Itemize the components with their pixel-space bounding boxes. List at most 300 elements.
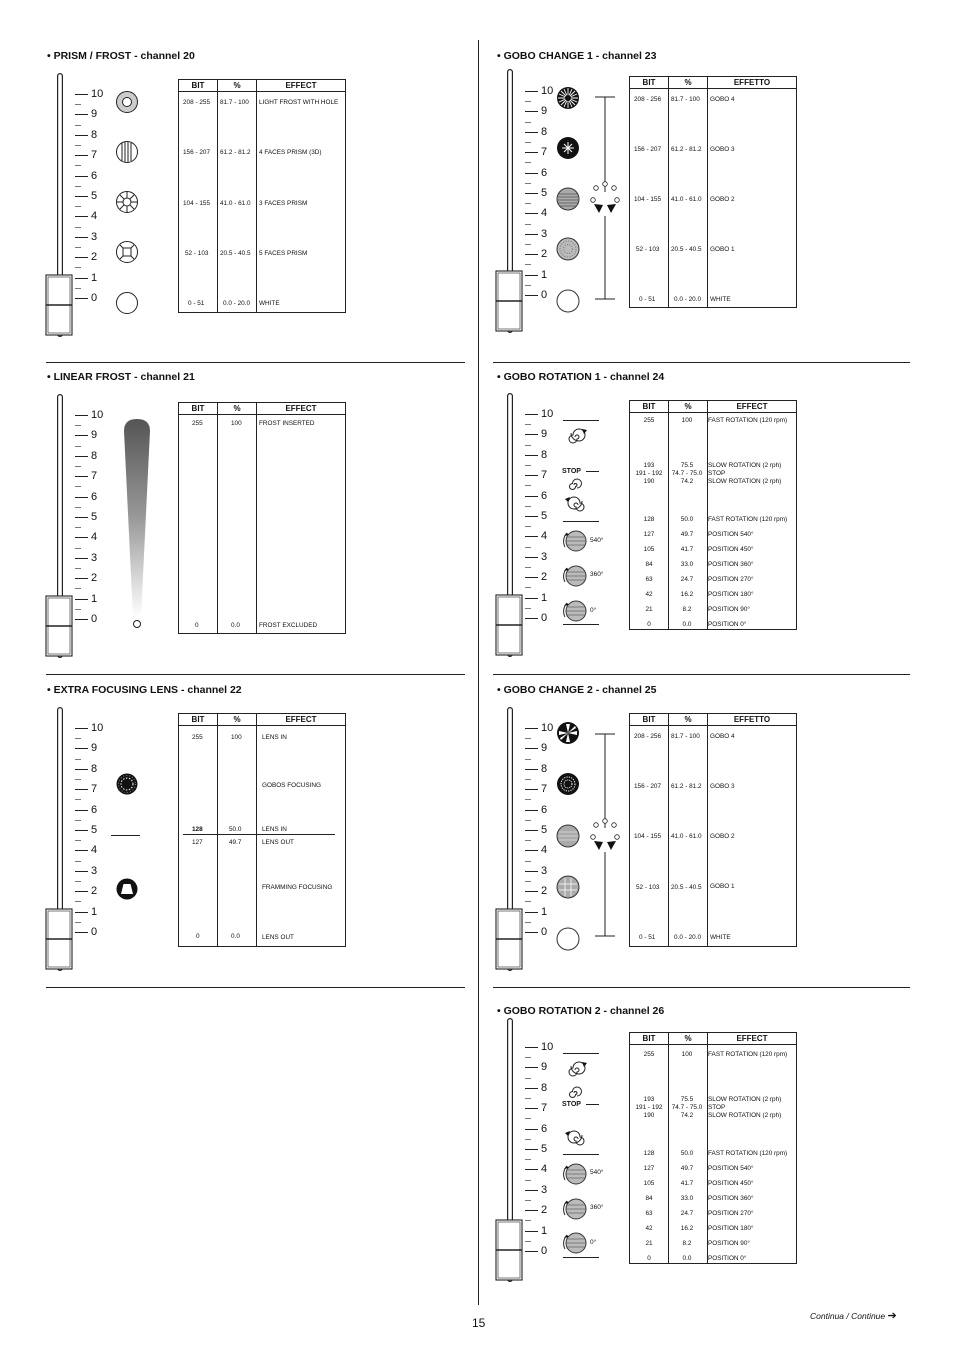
- scale-tick: [525, 557, 538, 558]
- section-gobo-rotation-2: [497, 1005, 917, 1305]
- scale-tick: [525, 850, 538, 851]
- bit-cell: 193: [643, 1096, 655, 1103]
- effect-cell: FROST EXCLUDED: [259, 622, 318, 629]
- scale-tick: [75, 278, 88, 279]
- percent-cell: 74.7 - 75.0: [671, 1104, 703, 1111]
- angle-label: 0°: [590, 607, 597, 614]
- percent-cell: 50.0: [229, 826, 242, 833]
- position-540-icon: [561, 527, 589, 553]
- effect-cell: LENS IN: [262, 826, 287, 833]
- scale-tick: [75, 558, 88, 559]
- scale-tick: [525, 1047, 538, 1048]
- scale-minor-tick: [525, 1200, 531, 1201]
- fader-slider[interactable]: [43, 393, 77, 665]
- slow-rotation-spiral-icon: [566, 1085, 582, 1101]
- effect-cell: FAST ROTATION (120 rpm): [708, 417, 788, 424]
- scale-number: 0: [91, 292, 98, 304]
- bit-cell: 191 - 192: [635, 1104, 663, 1111]
- percent-cell: 0.0: [231, 622, 240, 629]
- scale-number: 3: [91, 230, 98, 243]
- header-effect: EFFECT: [257, 80, 346, 92]
- scale-number: 0: [91, 926, 98, 938]
- effect-cell: POSITION 540°: [708, 531, 754, 538]
- effect-cell: GOBO 1: [710, 883, 735, 890]
- scale-number: 9: [541, 105, 548, 118]
- scale-tick: [75, 871, 88, 872]
- bit-cell: 21: [645, 1240, 653, 1247]
- dmx-table: [178, 79, 346, 313]
- percent-cell: 50.0: [680, 516, 694, 523]
- scale-minor-tick: [75, 466, 81, 467]
- bit-cell: 84: [645, 1195, 653, 1202]
- percent-cell: 50.0: [680, 1150, 694, 1157]
- scale-minor-tick: [525, 1220, 531, 1221]
- scale-tick: [525, 516, 538, 517]
- bit-cell: 84: [645, 561, 653, 568]
- effect-cell: POSITION 540°: [708, 1165, 754, 1172]
- scale-number: 0: [541, 926, 548, 938]
- scale-tick: [525, 618, 538, 619]
- range-line: [586, 471, 599, 472]
- scale-tick: [525, 1067, 538, 1068]
- scale-number: 3: [541, 1183, 548, 1196]
- scale-number: 0: [541, 289, 548, 301]
- 3-faces-prism-icon: [115, 190, 139, 214]
- section-title: • EXTRA FOCUSING LENS - channel 22: [47, 684, 242, 696]
- scale-tick: [75, 176, 88, 177]
- percent-cell: 41.0 - 61.0: [671, 196, 702, 203]
- bit-cell: 255: [192, 420, 203, 427]
- scale-minor-tick: [525, 820, 531, 821]
- scale-number: 8: [91, 762, 98, 775]
- scale-minor-tick: [75, 247, 81, 248]
- scale-tick: [75, 476, 88, 477]
- bit-cell: 21: [645, 606, 653, 613]
- scale-number: 0: [541, 1245, 548, 1257]
- scale-minor-tick: [525, 506, 531, 507]
- scale-tick: [525, 132, 538, 133]
- effect-cell: FRAMMING FOCUSING: [262, 884, 333, 891]
- scale-tick: [525, 152, 538, 153]
- scale-number: 5: [541, 824, 548, 836]
- gobo-wheel-arrows-icon: [589, 92, 623, 304]
- scale-number: 2: [91, 885, 98, 898]
- scale-number: 4: [91, 210, 98, 223]
- scale-number: 7: [541, 1102, 548, 1115]
- scale-tick: [75, 135, 88, 136]
- scale-tick: [525, 193, 538, 194]
- scale-tick: [525, 810, 538, 811]
- header-effetto: EFFETTO: [708, 77, 797, 89]
- scale-minor-tick: [75, 227, 81, 228]
- scale-minor-tick: [525, 445, 531, 446]
- percent-cell: 24.7: [680, 1210, 694, 1217]
- fader-slider[interactable]: [493, 706, 527, 978]
- scale-tick: [525, 1190, 538, 1191]
- gobos-focusing-icon: [115, 772, 139, 796]
- column-divider: [478, 40, 479, 1305]
- range-line: [563, 1053, 599, 1054]
- scale-tick: [75, 435, 88, 436]
- percent-cell: 0.0: [682, 1255, 692, 1262]
- scale-tick: [75, 578, 88, 579]
- percent-cell: 0.0 - 20.0: [674, 934, 702, 941]
- percent-cell: 0.0: [682, 621, 692, 628]
- angle-label: 540°: [590, 1169, 604, 1176]
- scale-tick: [525, 434, 538, 435]
- scale-number: 1: [541, 905, 548, 918]
- percent-cell: 61.2 - 81.2: [671, 783, 702, 790]
- scale-tick: [525, 111, 538, 112]
- bit-cell: 127: [643, 1165, 655, 1172]
- scale-number: 8: [91, 449, 98, 462]
- effect-cell: POSITION 450°: [708, 1180, 754, 1187]
- scale-number: 5: [91, 824, 98, 836]
- scale-number: 3: [541, 550, 548, 563]
- scale-tick: [525, 912, 538, 913]
- bit-cell: 208 - 255: [183, 99, 211, 106]
- gobo-1-icon: [556, 237, 580, 261]
- effect-cell: GOBO 3: [710, 146, 735, 153]
- scale-minor-tick: [75, 759, 81, 760]
- header-bit: BIT: [179, 80, 218, 92]
- scale-number: 6: [541, 489, 548, 502]
- scale-minor-tick: [525, 1159, 531, 1160]
- position-360-icon: [561, 562, 589, 588]
- scale-tick: [525, 275, 538, 276]
- frost-gradient-icon: [121, 417, 153, 631]
- scale-minor-tick: [75, 288, 81, 289]
- continue-link[interactable]: [810, 1309, 897, 1322]
- scale-number: 7: [541, 146, 548, 159]
- dmx-table: [178, 402, 346, 634]
- scale-minor-tick: [525, 203, 531, 204]
- effect-cell: POSITION 270°: [708, 1210, 754, 1217]
- scale-number: 8: [541, 448, 548, 461]
- effect-cell: GOBO 4: [710, 96, 735, 103]
- scale-minor-tick: [525, 424, 531, 425]
- percent-cell: 49.7: [680, 1165, 694, 1172]
- bit-cell: 0: [647, 1255, 651, 1262]
- reverse-rotation-spiral-icon: [564, 1128, 590, 1150]
- scale-number: 4: [541, 207, 548, 220]
- section-gobo-rotation-1: [497, 371, 917, 671]
- scale-tick: [75, 619, 88, 620]
- row-divider: [493, 987, 910, 988]
- scale-minor-tick: [525, 1098, 531, 1099]
- scale-tick: [525, 1108, 538, 1109]
- header-percent: %: [218, 80, 257, 92]
- scale-minor-tick: [75, 145, 81, 146]
- scale-ticks: [75, 88, 115, 306]
- scale-minor-tick: [75, 820, 81, 821]
- effect-cell: GOBO 4: [710, 733, 735, 740]
- bit-cell: 190: [643, 1112, 655, 1119]
- section-title: • GOBO ROTATION 1 - channel 24: [497, 371, 665, 383]
- scale-number: 2: [541, 885, 548, 898]
- bit-cell: 104 - 155: [183, 200, 211, 207]
- scale-tick: [75, 456, 88, 457]
- scale-number: 8: [541, 1081, 548, 1094]
- scale-tick: [75, 216, 88, 217]
- scale-minor-tick: [525, 901, 531, 902]
- scale-tick: [75, 728, 88, 729]
- bit-cell: 63: [645, 1210, 653, 1217]
- scale-number: 3: [91, 551, 98, 564]
- scale-minor-tick: [75, 738, 81, 739]
- scale-number: 1: [91, 271, 98, 284]
- effect-cell: LIGHT FROST WITH HOLE: [259, 99, 339, 106]
- scale-number: 5: [541, 187, 548, 199]
- range-line: [563, 1257, 599, 1258]
- continue-label: Continua / Continue: [810, 1311, 886, 1321]
- scale-number: 10: [91, 409, 104, 421]
- effect-cell: POSITION 270°: [708, 576, 754, 583]
- scale-minor-tick: [525, 101, 531, 102]
- percent-cell: 74.2: [680, 1112, 694, 1119]
- scale-minor-tick: [75, 527, 81, 528]
- scale-number: 7: [91, 470, 98, 483]
- scale-number: 10: [541, 408, 554, 420]
- scale-tick: [525, 1169, 538, 1170]
- percent-cell: 41.0 - 61.0: [671, 833, 702, 840]
- scale-minor-tick: [75, 104, 81, 105]
- bit-cell: 105: [643, 546, 655, 553]
- scale-number: 2: [541, 571, 548, 584]
- scale-minor-tick: [525, 465, 531, 466]
- effect-cell: POSITION 360°: [708, 1195, 754, 1202]
- reverse-rotation-spiral-icon: [564, 494, 590, 516]
- scale-minor-tick: [75, 779, 81, 780]
- scale-number: 3: [541, 227, 548, 240]
- bit-cell: 156 - 207: [183, 149, 211, 156]
- angle-label: 360°: [590, 1204, 604, 1211]
- scale-tick: [75, 114, 88, 115]
- effect-cell: SLOW ROTATION (2 rph): [708, 478, 782, 485]
- bit-cell: 42: [645, 1225, 653, 1232]
- scale-number: 10: [541, 1041, 554, 1053]
- bit-cell: 156 - 207: [634, 146, 662, 153]
- scale-minor-tick: [75, 901, 81, 902]
- scale-number: 5: [91, 190, 98, 202]
- section-title: • GOBO CHANGE 1 - channel 23: [497, 50, 657, 62]
- scale-tick: [75, 298, 88, 299]
- percent-cell: 20.5 - 40.5: [671, 246, 702, 253]
- page-number: 15: [472, 1316, 486, 1330]
- stop-label: STOP: [562, 1101, 581, 1108]
- scale-tick: [75, 830, 88, 831]
- section-title: • GOBO ROTATION 2 - channel 26: [497, 1005, 665, 1017]
- position-0-icon: [561, 597, 589, 623]
- scale-minor-tick: [525, 244, 531, 245]
- effect-cell: FAST ROTATION (120 rpm): [708, 1150, 788, 1157]
- bit-cell: 127: [192, 839, 203, 846]
- header-percent: %: [669, 1033, 708, 1045]
- white-icon: [115, 291, 139, 315]
- percent-cell: 49.7: [680, 531, 694, 538]
- percent-cell: 100: [681, 1051, 693, 1058]
- bit-cell: 128: [643, 1150, 655, 1157]
- scale-tick: [75, 537, 88, 538]
- scale-minor-tick: [75, 206, 81, 207]
- percent-cell: 100: [231, 734, 242, 741]
- scale-number: 9: [541, 428, 548, 441]
- scale-minor-tick: [75, 125, 81, 126]
- row-divider: [46, 987, 465, 988]
- scale-number: 7: [91, 149, 98, 162]
- scale-minor-tick: [525, 840, 531, 841]
- effect-cell: STOP: [708, 470, 726, 477]
- scale-number: 8: [541, 125, 548, 138]
- scale-tick: [525, 789, 538, 790]
- scale-number: 0: [91, 613, 98, 625]
- scale-number: 5: [541, 1143, 548, 1155]
- fader-slider[interactable]: [493, 392, 527, 664]
- gobo-2-icon: [556, 187, 580, 211]
- fast-rotation-spiral-icon: [564, 1059, 590, 1081]
- scale-minor-tick: [75, 507, 81, 508]
- effect-cell: SLOW ROTATION (2 rph): [708, 462, 782, 469]
- scale-tick: [525, 1129, 538, 1130]
- effect-cell: POSITION 180°: [708, 591, 754, 598]
- bit-cell: 156 - 207: [634, 783, 662, 790]
- slow-rotation-spiral-icon: [566, 477, 582, 493]
- header-effect: EFFECT: [708, 1033, 797, 1045]
- scale-tick: [75, 599, 88, 600]
- scale-number: 6: [91, 803, 98, 816]
- scale-tick: [75, 94, 88, 95]
- effect-cell: POSITION 180°: [708, 1225, 754, 1232]
- effect-cell: SLOW ROTATION (2 rph): [708, 1112, 782, 1119]
- framming-focusing-icon: [115, 877, 139, 901]
- dmx-table: [629, 76, 797, 308]
- section-linear-frost: [47, 371, 467, 671]
- fast-rotation-spiral-icon: [564, 426, 590, 448]
- section-title: • LINEAR FROST - channel 21: [47, 371, 195, 383]
- position-540-icon: [561, 1160, 589, 1186]
- bit-cell: 63: [645, 576, 653, 583]
- section-title: • GOBO CHANGE 2 - channel 25: [497, 684, 657, 696]
- scale-minor-tick: [75, 799, 81, 800]
- scale-minor-tick: [525, 567, 531, 568]
- scale-number: 9: [91, 742, 98, 755]
- scale-tick: [525, 748, 538, 749]
- header-bit: BIT: [630, 1033, 669, 1045]
- white-icon: [556, 927, 580, 951]
- scale-number: 5: [91, 511, 98, 523]
- percent-cell: 8.2: [682, 1240, 692, 1247]
- percent-cell: 41.7: [680, 546, 694, 553]
- angle-label: 360°: [590, 571, 604, 578]
- header-bit: BIT: [630, 401, 669, 413]
- row-divider: [46, 362, 465, 363]
- scale-minor-tick: [525, 485, 531, 486]
- position-0-icon: [561, 1229, 589, 1255]
- percent-cell: 81.7 - 100: [220, 99, 249, 106]
- fader-slider[interactable]: [493, 1017, 527, 1289]
- scale-number: 6: [541, 1122, 548, 1135]
- percent-cell: 74.7 - 75.0: [671, 470, 703, 477]
- scale-tick: [525, 496, 538, 497]
- percent-cell: 61.2 - 81.2: [671, 146, 702, 153]
- section-title: • PRISM / FROST - channel 20: [47, 50, 195, 62]
- scale-number: 9: [541, 1061, 548, 1074]
- row-divider: [493, 674, 910, 675]
- percent-cell: 100: [681, 417, 693, 424]
- scale-number: 6: [91, 490, 98, 503]
- fader-slider[interactable]: [493, 68, 527, 340]
- scale-tick: [75, 891, 88, 892]
- percent-cell: 100: [231, 420, 242, 427]
- scale-minor-tick: [75, 486, 81, 487]
- scale-tick: [525, 295, 538, 296]
- scale-number: 9: [91, 429, 98, 442]
- scale-tick: [525, 173, 538, 174]
- header-bit: BIT: [630, 714, 669, 726]
- scale-tick: [525, 1251, 538, 1252]
- percent-cell: 0.0 - 20.0: [223, 300, 251, 307]
- lens-separator: [111, 835, 140, 836]
- effect-cell: LENS OUT: [262, 839, 294, 846]
- scale-ticks: [525, 408, 565, 626]
- stop-label: STOP: [562, 468, 581, 475]
- bit-cell: 105: [643, 1180, 655, 1187]
- scale-number: 3: [541, 864, 548, 877]
- effect-cell: 4 FACES PRISM (3D): [259, 149, 322, 156]
- scale-minor-tick: [75, 609, 81, 610]
- scale-minor-tick: [525, 1180, 531, 1181]
- gobo-wheel-arrows-icon: [589, 729, 623, 941]
- scale-number: 10: [541, 85, 554, 97]
- effect-cell: 5 FACES PRISM: [259, 250, 308, 257]
- effect-cell: POSITION 90°: [708, 1240, 750, 1247]
- gobo-3-icon: [556, 136, 580, 160]
- gobo-3-icon: [556, 772, 580, 796]
- percent-cell: 81.7 - 100: [671, 96, 700, 103]
- scale-minor-tick: [525, 183, 531, 184]
- effect-cell: GOBO 2: [710, 196, 735, 203]
- scale-minor-tick: [75, 548, 81, 549]
- scale-minor-tick: [525, 142, 531, 143]
- effect-cell: WHITE: [710, 296, 731, 303]
- bit-cell: 0 - 51: [639, 934, 656, 941]
- scale-tick: [75, 912, 88, 913]
- scale-minor-tick: [525, 1057, 531, 1058]
- bit-cell: 52 - 103: [636, 884, 660, 891]
- effect-cell: POSITION 0°: [708, 1255, 747, 1262]
- scale-tick: [525, 728, 538, 729]
- scale-tick: [525, 932, 538, 933]
- 5-faces-prism-icon: [115, 240, 139, 264]
- fader-slider[interactable]: [43, 72, 77, 344]
- arrow-right-icon: ➔: [887, 1310, 897, 1322]
- bit-cell: 104 - 155: [634, 196, 662, 203]
- percent-cell: 0.0 - 20.0: [674, 296, 702, 303]
- scale-tick: [525, 1231, 538, 1232]
- scale-tick: [525, 475, 538, 476]
- header-effect: EFFECT: [257, 403, 346, 415]
- effect-cell: WHITE: [710, 934, 731, 941]
- effect-cell: LENS IN: [262, 734, 287, 741]
- header-bit: BIT: [179, 403, 218, 415]
- scale-tick: [75, 850, 88, 851]
- scale-minor-tick: [525, 224, 531, 225]
- fader-slider[interactable]: [43, 706, 77, 978]
- scale-tick: [525, 455, 538, 456]
- scale-tick: [525, 830, 538, 831]
- scale-minor-tick: [75, 425, 81, 426]
- scale-tick: [525, 1149, 538, 1150]
